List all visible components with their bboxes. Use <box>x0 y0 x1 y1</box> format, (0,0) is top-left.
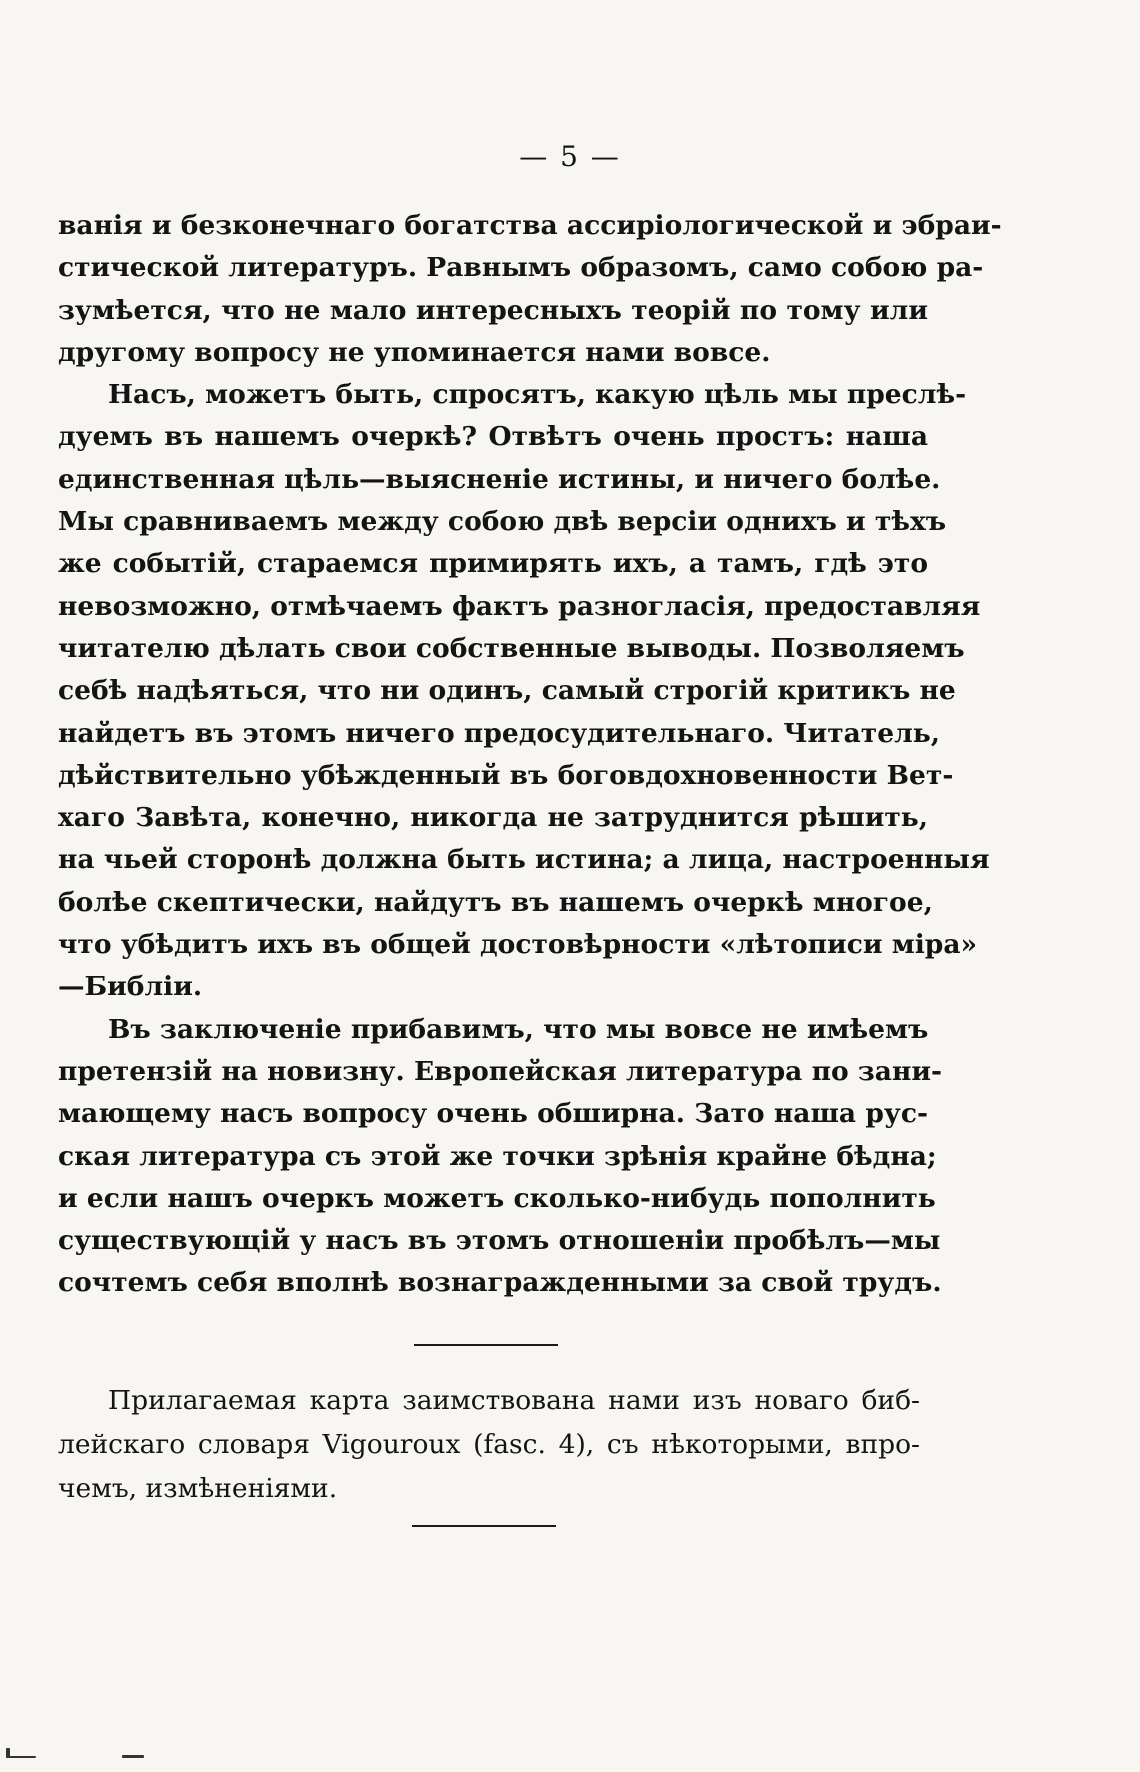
map-note <box>58 1379 920 1511</box>
text-line: существующій у насъ въ этомъ отношеніи пробѣлъ—мы <box>58 1225 941 1257</box>
note-line: чемъ, измѣненіями. <box>58 1473 338 1504</box>
text-line: единственная цѣль—выясненіе истины, и ничего болѣе. <box>58 463 941 495</box>
text-line: читателю дѣлать свои собственные выводы. Позволяемъ <box>58 632 965 664</box>
text-line: болѣе скептически, найдутъ въ нашемъ очеркѣ многое, <box>58 886 933 918</box>
text-line: дѣйствительно убѣжденный въ боговдохновенности Вет- <box>58 759 954 791</box>
main-text <box>58 205 1002 1305</box>
text-line: что убѣдитъ ихъ въ общей достовѣрности «лѣтописи міра» <box>58 929 978 961</box>
scan-corner-mark <box>0 1748 42 1760</box>
text-line: претензій на новизну. Европейская литература по зани- <box>58 1055 943 1087</box>
text-line: невозможно, отмѣчаемъ фактъ разногласія, предоставляя <box>58 590 981 622</box>
text-line: дуемъ въ нашемъ очеркѣ? Отвѣтъ очень простъ: наша <box>58 421 928 453</box>
note-line: лейскаго словаря Vigouroux (fasc. 4), съ нѣкоторыми, впро- <box>58 1429 920 1460</box>
text-line: Мы сравниваемъ между собою двѣ версіи однихъ и тѣхъ <box>58 506 947 538</box>
section-divider <box>414 1344 558 1346</box>
text-line: стической литературъ. Равнымъ образомъ, само собою ра- <box>58 252 984 284</box>
text-line: сочтемъ себя вполнѣ вознагражденными за свой трудъ. <box>58 1267 942 1299</box>
scan-speck <box>122 1755 144 1758</box>
text-line: найдетъ въ этомъ ничего предосудительнаго. Читатель, <box>58 717 940 749</box>
note-line: Прилагаемая карта заимствована нами изъ новаго биб- <box>108 1385 920 1416</box>
text-line: —Библіи. <box>58 971 203 1003</box>
text-line: себѣ надѣяться, что ни одинъ, самый строгій критикъ не <box>58 675 956 707</box>
text-line: зумѣется, что не мало интересныхъ теорій по тому или <box>58 294 928 326</box>
text-line: другому вопросу не упоминается нами вовсе. <box>58 336 771 368</box>
text-line: и если нашъ очеркъ можетъ сколько-нибудь пополнить <box>58 1182 936 1214</box>
text-line: на чьей сторонѣ должна быть истина; а лица, настроенныя <box>58 844 990 876</box>
text-line: мающему насъ вопросу очень обширна. Зато наша рус- <box>58 1098 928 1130</box>
end-divider <box>412 1525 556 1527</box>
text-line: же событій, стараемся примирять ихъ, а тамъ, гдѣ это <box>58 548 928 580</box>
text-line: хаго Завѣта, конечно, никогда не затруднится рѣшить, <box>58 802 928 834</box>
text-line: Въ заключеніе прибавимъ, что мы вовсе не имѣемъ <box>108 1013 929 1045</box>
text-line: ская литература съ этой же точки зрѣнія крайне бѣдна; <box>58 1140 937 1172</box>
text-line: Насъ, можетъ быть, спросятъ, какую цѣль мы преслѣ- <box>108 379 967 411</box>
page-number: — 5 — <box>519 140 621 173</box>
text-line: ванія и безконечнаго богатства ассиріологической и эбраи- <box>58 210 1002 241</box>
